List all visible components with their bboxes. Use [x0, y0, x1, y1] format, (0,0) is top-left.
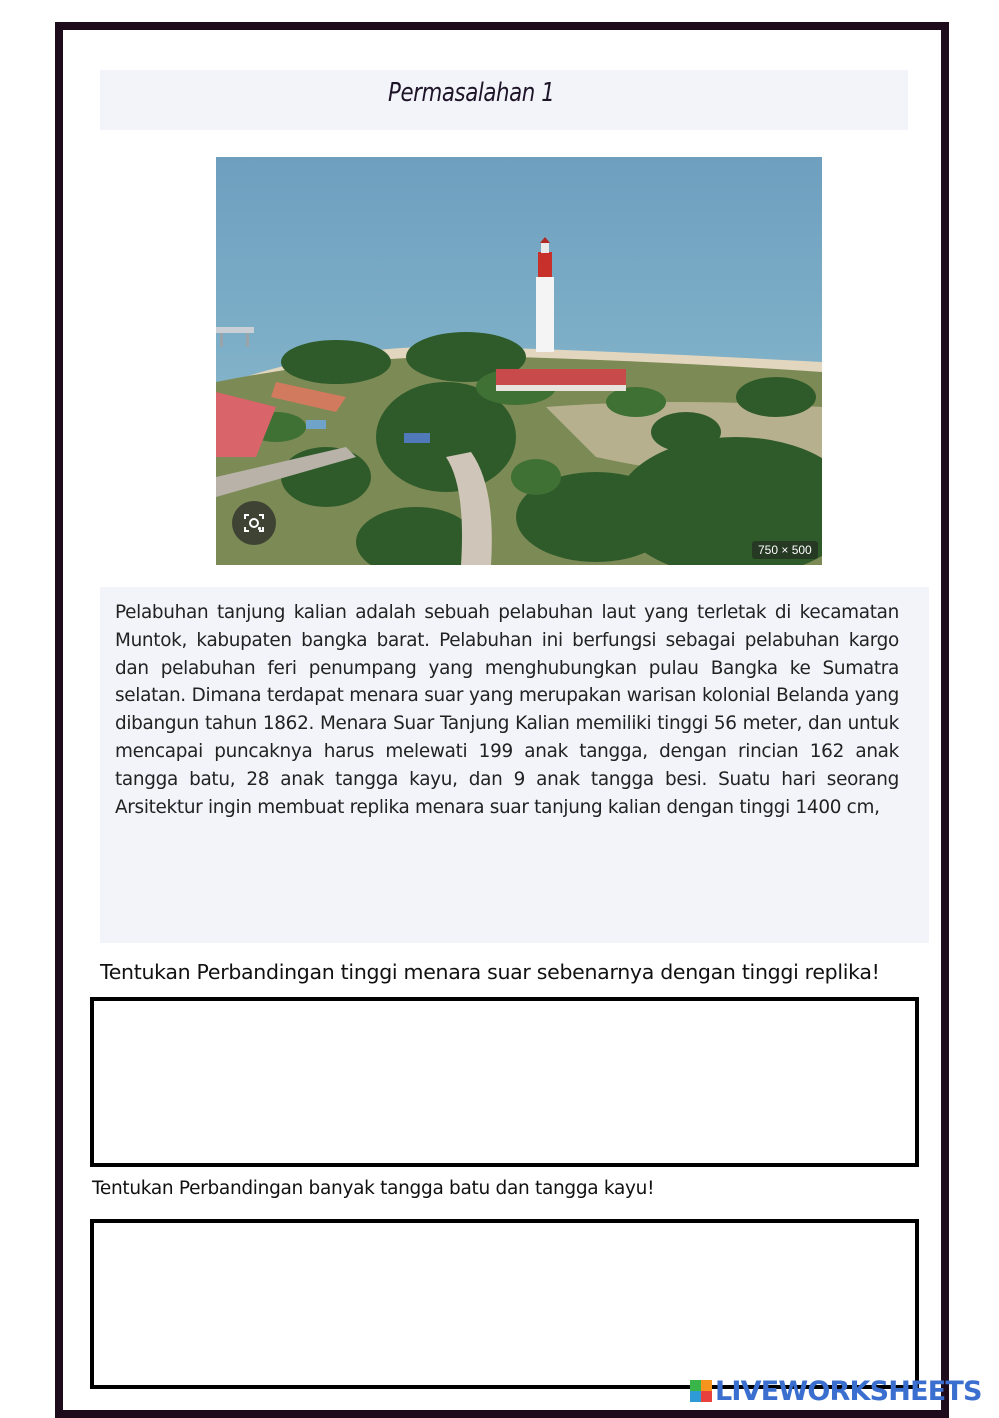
- image-dimensions-badge: 750 × 500: [752, 541, 818, 559]
- liveworksheets-brand: [690, 1376, 982, 1406]
- question-1: Tentukan Perbandingan tinggi menara suar sebenarnya dengan tinggi replika!: [100, 960, 880, 984]
- brand-name: LIVEWORKSHEETS: [715, 1375, 982, 1407]
- visual-search-icon: [243, 512, 265, 534]
- visual-search-button[interactable]: [232, 501, 276, 545]
- question-2: Tentukan Perbandingan banyak tangga batu dan tangga kayu!: [92, 1178, 655, 1199]
- liveworksheets-logo-icon: [690, 1380, 712, 1402]
- answer-1-box[interactable]: [90, 997, 919, 1167]
- page-title: Permasalahan 1: [388, 78, 555, 108]
- answer-2-box[interactable]: [90, 1219, 919, 1389]
- lighthouse-photo: [216, 157, 822, 565]
- problem-paragraph: Pelabuhan tanjung kalian adalah sebuah pelabuhan laut yang terletak di kecamatan Muntok, kabupaten bangka barat. Pelabuhan ini berfungsi sebagai pelabuhan kargo dan pelabuhan feri penumpang yang menghubungkan pulau Bangka ke Sumatra selatan. Dimana terdapat menara suar yang merupakan warisan kolonial Belanda yang dibangun tahun 1862. Menara Suar Tanjung Kalian memiliki tinggi 56 meter, dan untuk mencapai puncaknya harus melewati 199 anak tangga, dengan rincian 162 anak tangga batu, 28 anak tangga kayu, dan 9 anak tangga besi. Suatu hari seorang Arsitektur ingin membuat replika menara suar tanjung kalian dengan tinggi 1400 cm,: [115, 602, 899, 818]
- problem-text-panel: [100, 587, 929, 943]
